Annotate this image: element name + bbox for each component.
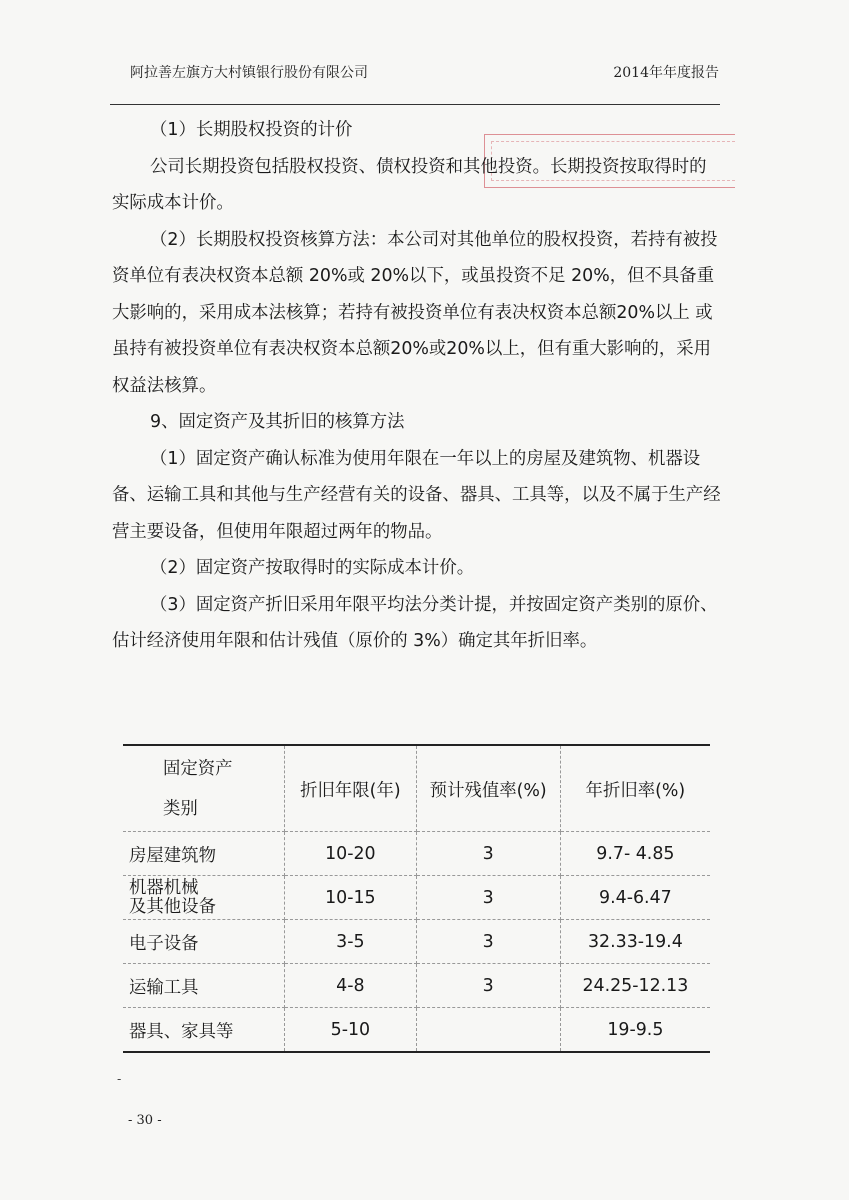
header-rule [110, 104, 720, 105]
report-title: 2014年年度报告 [613, 65, 719, 81]
header-years: 折旧年限(年) [285, 745, 417, 832]
cell-rate: 19-9.5 [560, 1008, 710, 1053]
cell-category-line: 及其他设备 [129, 896, 216, 917]
company-name: 阿拉善左旗方大村镇银行股份有限公司 [130, 65, 368, 81]
header-category-line1: 固定资产 [163, 758, 233, 779]
cell-category: 器具、家具等 [123, 1008, 285, 1053]
table-header-row [123, 745, 710, 832]
cell-category: 电子设备 [123, 920, 285, 964]
page-header [130, 62, 719, 82]
header-category-line2: 类别 [163, 798, 198, 819]
cell-rate: 9.7- 4.85 [560, 832, 710, 876]
cell-category [123, 876, 285, 920]
table-row [123, 1008, 710, 1053]
cell-residual: 3 [416, 876, 560, 920]
cell-rate: 9.4-6.47 [560, 876, 710, 920]
cell-residual [416, 1008, 560, 1053]
cell-residual: 3 [416, 832, 560, 876]
paragraph: （1）固定资产确认标准为使用年限在一年以上的房屋及建筑物、机器设备、运输工具和其他与生产经营有关的设备、器具、工具等，以及不属于生产经营主要设备，但使用年限超过两年的物品。 [112, 448, 721, 542]
cell-category: 运输工具 [123, 964, 285, 1008]
header-residual: 预计残值率(%) [416, 745, 560, 832]
section-heading: 9、固定资产及其折旧的核算方法 [150, 412, 405, 432]
table-row [123, 920, 710, 964]
cell-category-line: 机器机械 [129, 877, 199, 898]
cell-years: 4-8 [285, 964, 417, 1008]
cell-category: 房屋建筑物 [123, 832, 285, 876]
paragraph: （2）固定资产按取得时的实际成本计价。 [150, 558, 475, 578]
cell-residual: 3 [416, 964, 560, 1008]
page-number: - 30 - [128, 1113, 162, 1128]
table-row [123, 876, 710, 920]
depreciation-table [123, 744, 710, 1053]
paragraph: 公司长期投资包括股权投资、债权投资和其他投资。长期投资按取得时的实际成本计价。 [112, 156, 707, 213]
cell-years: 10-15 [285, 876, 417, 920]
paragraph: （3）固定资产折旧采用年限平均法分类计提，并按固定资产类别的原价、估计经济使用年限和估计残值（原价的 3%）确定其年折旧率。 [112, 594, 718, 651]
cell-rate: 24.25-12.13 [560, 964, 710, 1008]
footnote-mark: - [117, 1072, 122, 1086]
body-text [112, 112, 722, 660]
header-category [123, 745, 285, 832]
cell-years: 10-20 [285, 832, 417, 876]
table-row [123, 964, 710, 1008]
header-rate: 年折旧率(%) [560, 745, 710, 832]
paragraph: （1）长期股权投资的计价 [150, 120, 353, 140]
cell-years: 5-10 [285, 1008, 417, 1053]
cell-residual: 3 [416, 920, 560, 964]
cell-years: 3-5 [285, 920, 417, 964]
table-row [123, 832, 710, 876]
paragraph: （2）长期股权投资核算方法：本公司对其他单位的股权投资，若持有被投资单位有表决权资本总额 20%或 20%以下，或虽投资不足 20%，但不具备重大影响的，采用成本法核算；若持有被投资单位有表决权资本总额20%以上 或虽持有被投资单位有表决权资本总额20%或20%以上，但有重大影响的，采用权益法核算。 [112, 229, 718, 396]
cell-rate: 32.33-19.4 [560, 920, 710, 964]
